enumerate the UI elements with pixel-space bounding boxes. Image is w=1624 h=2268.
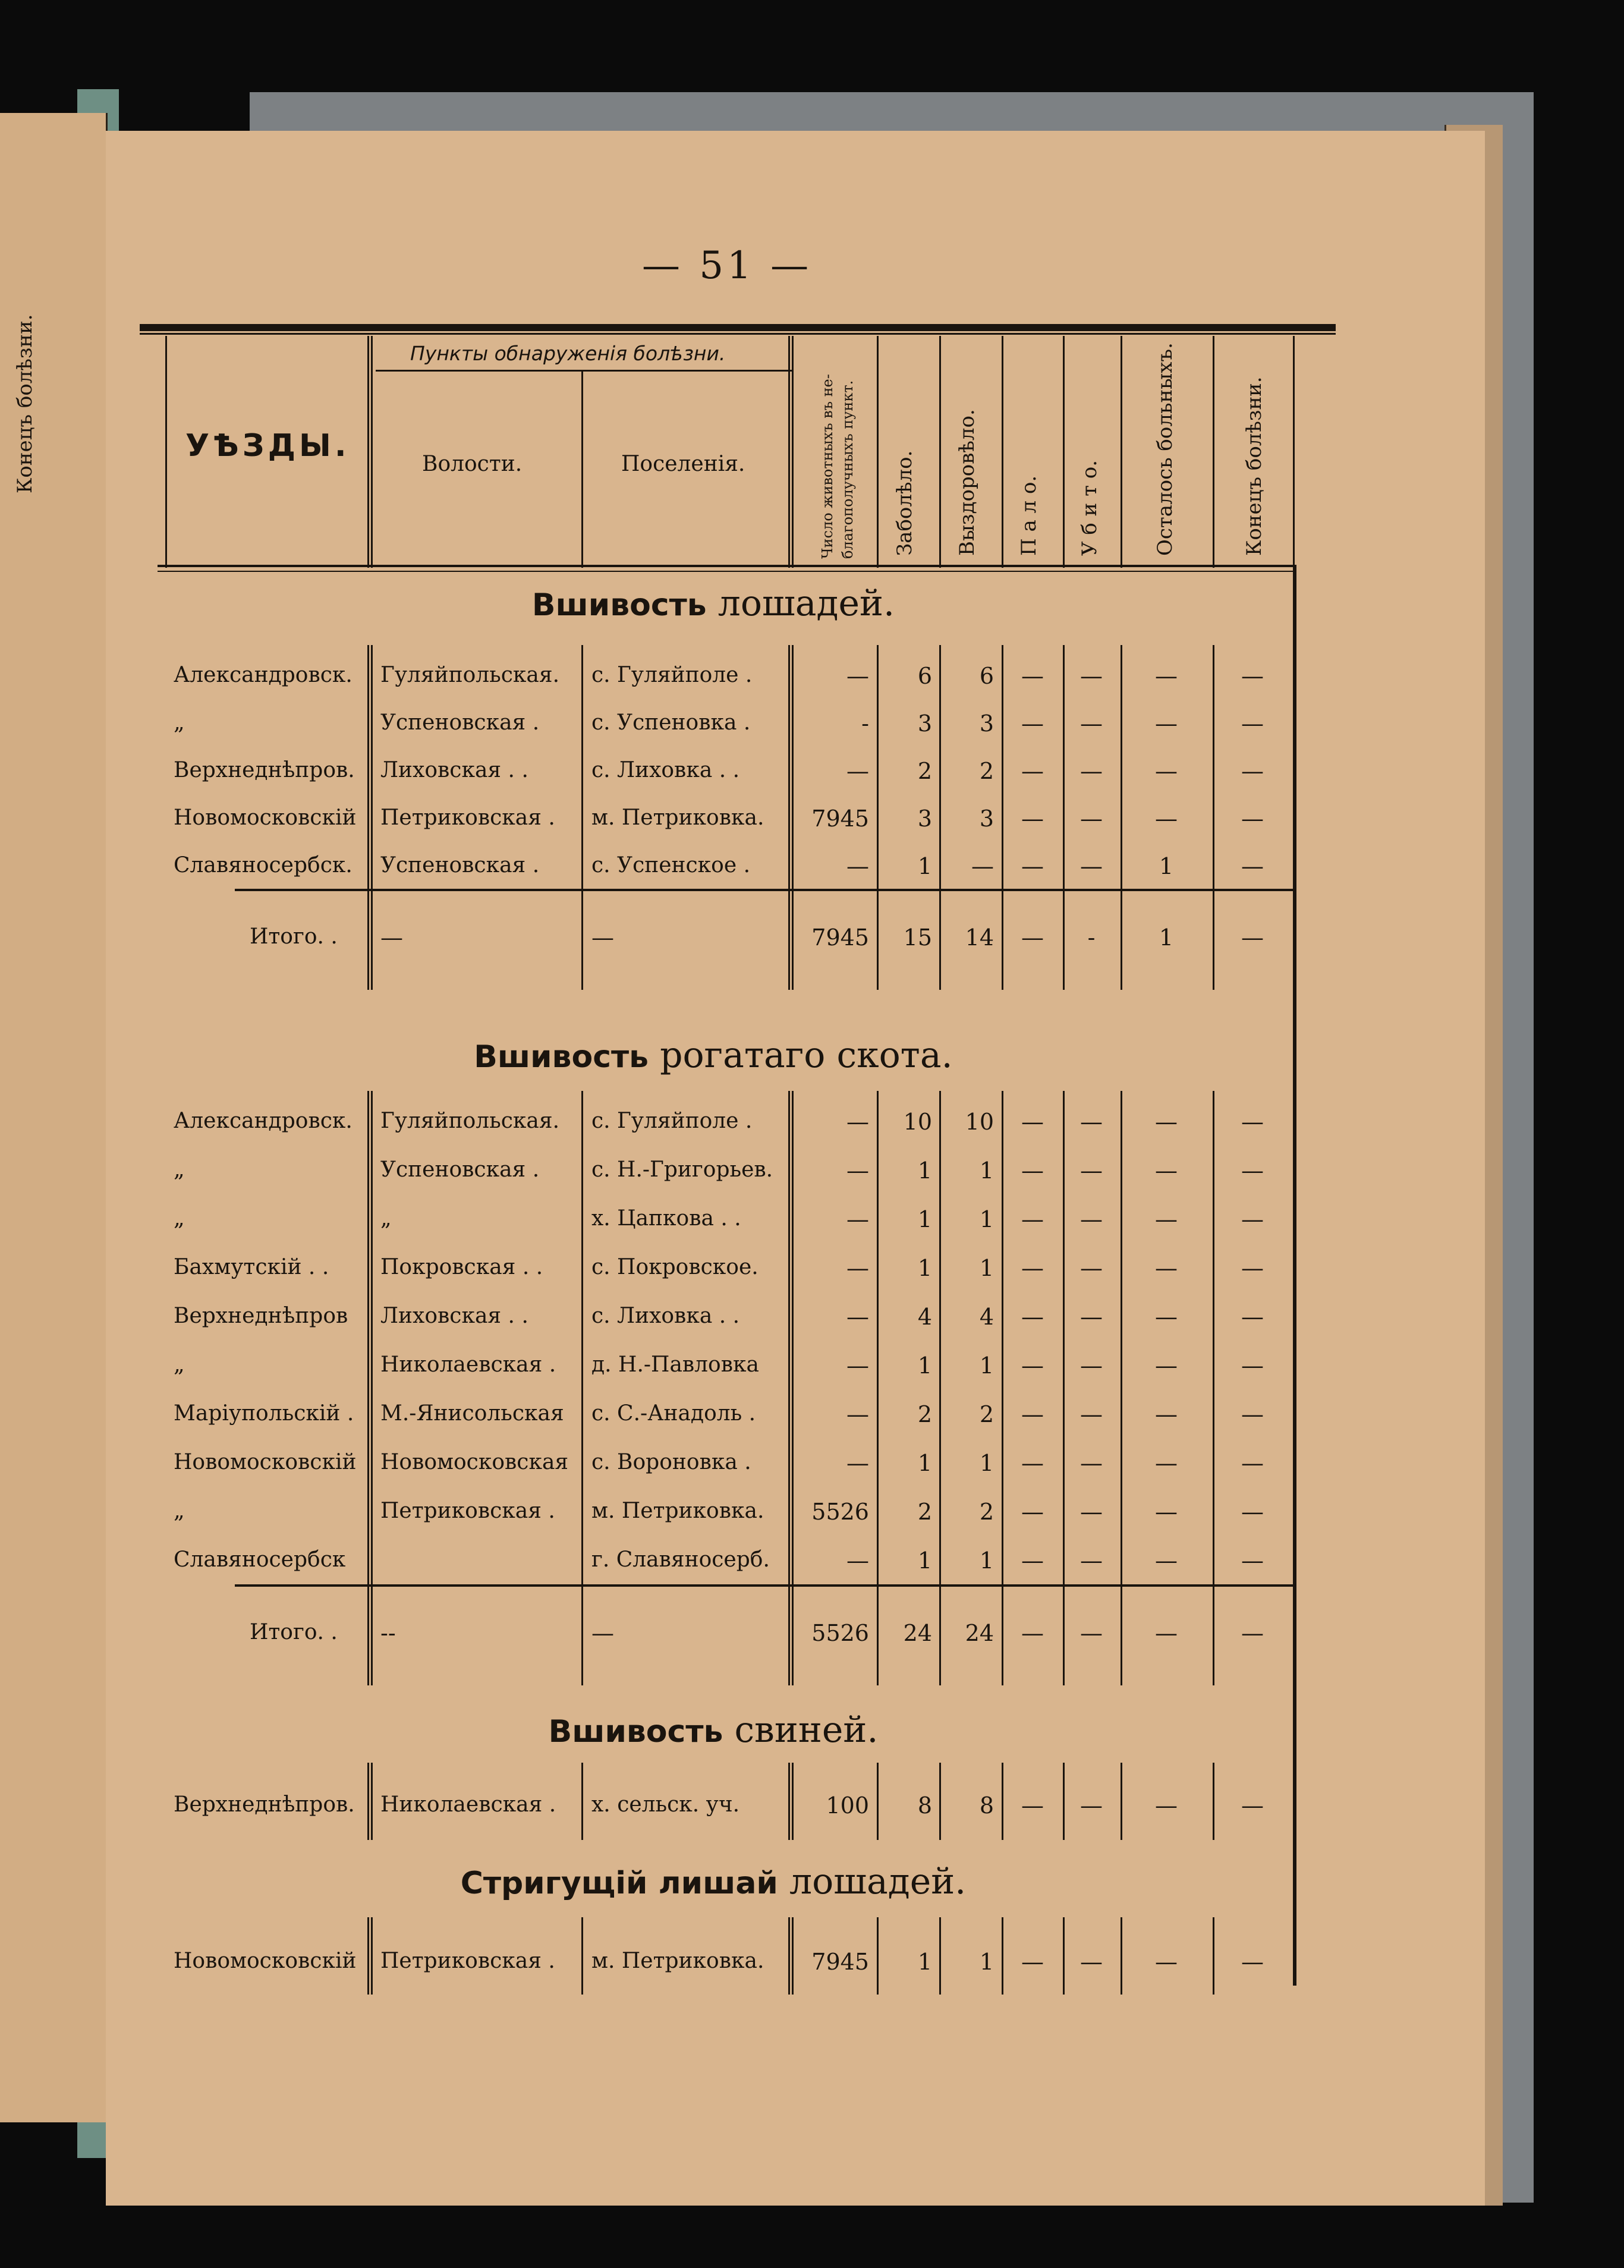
- header-recovered: Выздоровѣло.: [955, 409, 979, 556]
- column-line: [1213, 1917, 1214, 1995]
- row-end: —: [1241, 1499, 1264, 1525]
- column-line: [581, 1763, 583, 1840]
- column-line: [1002, 1091, 1003, 1685]
- row-died: —: [1021, 1352, 1044, 1379]
- row-settlement: х. Цапкова . .: [591, 1206, 741, 1231]
- row-count: 100: [826, 1792, 869, 1819]
- section-title: [119, 1034, 1308, 1076]
- row-settlement: с. С.-Анадоль .: [591, 1401, 756, 1426]
- row-ill: 1: [917, 1450, 932, 1476]
- row-end: —: [1241, 1206, 1264, 1232]
- page-number: — 51 —: [642, 244, 813, 288]
- row-ill: 2: [917, 1401, 932, 1427]
- row-killed: —: [1080, 663, 1103, 689]
- total-ill: 24: [903, 1620, 932, 1646]
- row-volost: М.-Янисольская: [380, 1401, 564, 1426]
- total-killed: -: [1087, 924, 1096, 951]
- row-died: —: [1021, 1206, 1044, 1232]
- top-rule: [140, 324, 1336, 331]
- row-ill: 1: [917, 1352, 932, 1379]
- row-end: —: [1241, 1304, 1264, 1330]
- header-line-7: [1063, 336, 1065, 568]
- row-remaining: —: [1155, 1304, 1178, 1330]
- total-label: Итого. .: [250, 1620, 338, 1644]
- header-line-6: [1002, 336, 1003, 568]
- row-end: —: [1241, 806, 1264, 832]
- row-settlement: с. Вороновка .: [591, 1450, 751, 1474]
- header-remaining: Осталось больныхъ.: [1153, 342, 1177, 556]
- row-end: —: [1241, 1949, 1264, 1975]
- row-remaining: —: [1155, 663, 1178, 689]
- total-volost: —: [380, 924, 403, 951]
- column-line: [367, 1091, 373, 1685]
- header-bottom-rule-thin: [158, 571, 1293, 572]
- row-recovered: 2: [979, 1499, 994, 1525]
- row-district: Верхнеднѣпров.: [174, 758, 355, 782]
- row-end: —: [1241, 663, 1264, 689]
- column-line: [1121, 1917, 1122, 1995]
- row-count: —: [846, 1157, 869, 1184]
- column-line: [581, 1917, 583, 1995]
- row-count: —: [846, 758, 869, 784]
- row-remaining: —: [1155, 1949, 1178, 1975]
- column-line: [877, 645, 879, 990]
- row-settlement: с. Лиховка . .: [591, 1304, 740, 1328]
- header-killed: У б и т о.: [1078, 460, 1101, 556]
- row-killed: —: [1080, 1401, 1103, 1427]
- row-end: —: [1241, 710, 1264, 737]
- row-died: —: [1021, 1304, 1044, 1330]
- row-killed: —: [1080, 1499, 1103, 1525]
- row-district: „: [174, 1206, 185, 1231]
- row-died: —: [1021, 806, 1044, 832]
- header-line-4: [877, 336, 879, 568]
- row-count: —: [846, 1304, 869, 1330]
- row-district: Александровск.: [174, 1109, 353, 1133]
- row-settlement: с. Лиховка . .: [591, 758, 740, 782]
- row-recovered: 1: [979, 1450, 994, 1476]
- row-recovered: —: [971, 853, 994, 879]
- row-count: -: [861, 710, 869, 737]
- row-ill: 2: [917, 1499, 932, 1525]
- row-end: —: [1241, 1352, 1264, 1379]
- row-killed: —: [1080, 1206, 1103, 1232]
- row-volost: Петриковская .: [380, 806, 555, 830]
- row-killed: —: [1080, 1304, 1103, 1330]
- row-died: —: [1021, 1255, 1044, 1281]
- total-count: 7945: [811, 924, 869, 951]
- header-group-underline: [376, 370, 792, 372]
- row-ill: 8: [917, 1792, 932, 1819]
- row-killed: —: [1080, 1352, 1103, 1379]
- row-killed: —: [1080, 1792, 1103, 1819]
- row-remaining: —: [1155, 1352, 1178, 1379]
- row-ill: 1: [917, 1547, 932, 1574]
- row-remaining: —: [1155, 710, 1178, 737]
- row-end: —: [1241, 1109, 1264, 1135]
- column-line: [1002, 645, 1003, 990]
- section-title-bold: Вшивость: [474, 1039, 649, 1075]
- row-count: —: [846, 1206, 869, 1232]
- row-killed: —: [1080, 1547, 1103, 1574]
- section-title-rest: лошадей.: [789, 1861, 967, 1902]
- column-line: [1063, 1091, 1065, 1685]
- column-line: [1002, 1917, 1003, 1995]
- row-district: Славяносербск.: [174, 853, 353, 877]
- row-end: —: [1241, 1401, 1264, 1427]
- row-recovered: 8: [979, 1792, 994, 1819]
- header-line-1: [367, 336, 373, 568]
- column-line: [367, 645, 373, 990]
- row-settlement: г. Славяносерб.: [591, 1547, 770, 1572]
- row-ill: 4: [917, 1304, 932, 1330]
- row-volost: Николаевская .: [380, 1352, 556, 1377]
- row-remaining: —: [1155, 806, 1178, 832]
- row-volost: Лиховская . .: [380, 758, 528, 782]
- header-line-10: [1293, 336, 1295, 568]
- row-volost: Успеновская .: [380, 853, 540, 877]
- row-district: „: [174, 1157, 185, 1182]
- total-died: —: [1021, 924, 1044, 951]
- row-count: —: [846, 1255, 869, 1281]
- header-line-2: [581, 372, 583, 568]
- total-settlement: —: [591, 1620, 614, 1646]
- row-ill: 3: [917, 710, 932, 737]
- row-settlement: м. Петриковка.: [591, 1949, 764, 1973]
- header-line-0: [165, 336, 167, 568]
- row-count: —: [846, 663, 869, 689]
- section-title: [119, 1709, 1308, 1751]
- row-volost: Гуляйпольская.: [380, 1109, 560, 1133]
- row-died: —: [1021, 1450, 1044, 1476]
- row-recovered: 10: [965, 1109, 994, 1135]
- row-remaining: —: [1155, 1401, 1178, 1427]
- row-district: „: [174, 1499, 185, 1523]
- row-settlement: с. Н.-Григорьев.: [591, 1157, 773, 1182]
- row-recovered: 1: [979, 1949, 994, 1975]
- total-killed: —: [1080, 1620, 1103, 1646]
- row-remaining: —: [1155, 1792, 1178, 1819]
- column-line: [1063, 1763, 1065, 1840]
- row-volost: Николаевская .: [380, 1792, 556, 1817]
- row-count: 5526: [811, 1499, 869, 1525]
- row-district: Александровск.: [174, 663, 353, 687]
- row-volost: Успеновская .: [380, 1157, 540, 1182]
- total-ill: 15: [903, 924, 932, 951]
- row-settlement: д. Н.-Павловка: [591, 1352, 759, 1377]
- row-died: —: [1021, 1499, 1044, 1525]
- row-district: Верхнеднѣпров.: [174, 1792, 355, 1817]
- left-page: [0, 113, 108, 2122]
- row-count: —: [846, 1547, 869, 1574]
- row-killed: —: [1080, 853, 1103, 879]
- row-died: —: [1021, 758, 1044, 784]
- row-settlement: с. Гуляйполе .: [591, 663, 753, 687]
- row-district: Верхнеднѣпров: [174, 1304, 348, 1328]
- section-title-rest: свиней.: [734, 1709, 879, 1751]
- row-killed: —: [1080, 1450, 1103, 1476]
- row-died: —: [1021, 710, 1044, 737]
- row-recovered: 1: [979, 1352, 994, 1379]
- row-district: Новомосковскій: [174, 1949, 357, 1973]
- row-volost: „: [380, 1206, 392, 1231]
- row-remaining: —: [1155, 1450, 1178, 1476]
- total-count: 5526: [811, 1620, 869, 1646]
- section-title-bold: Вшивость: [548, 1714, 723, 1750]
- total-rule: [235, 889, 1293, 891]
- row-recovered: 3: [979, 806, 994, 832]
- header-line-3: [788, 336, 794, 568]
- column-line: [939, 1917, 941, 1995]
- column-line: [877, 1917, 879, 1995]
- section-title-rest: лошадей.: [717, 583, 895, 624]
- column-line: [788, 1917, 794, 1995]
- header-points-group: Пункты обнаруженія болѣзни.: [410, 342, 726, 365]
- row-died: —: [1021, 1157, 1044, 1184]
- total-rule: [235, 1584, 1293, 1587]
- column-line: [581, 1091, 583, 1685]
- row-settlement: с. Успенское .: [591, 853, 751, 877]
- column-line: [788, 1091, 794, 1685]
- row-died: —: [1021, 1401, 1044, 1427]
- section-title-bold: Стригущій лишай: [460, 1866, 778, 1901]
- row-ill: 10: [903, 1109, 932, 1135]
- row-killed: —: [1080, 806, 1103, 832]
- row-remaining: —: [1155, 1109, 1178, 1135]
- section-title: [119, 1861, 1308, 1902]
- row-ill: 1: [917, 1157, 932, 1184]
- row-end: —: [1241, 758, 1264, 784]
- row-remaining: —: [1155, 1255, 1178, 1281]
- row-remaining: —: [1155, 1206, 1178, 1232]
- row-recovered: 6: [979, 663, 994, 689]
- left-page-header: Конецъ болѣзни.: [13, 314, 37, 493]
- row-remaining: —: [1155, 758, 1178, 784]
- column-line: [1002, 1763, 1003, 1840]
- row-recovered: 2: [979, 758, 994, 784]
- header-line-8: [1121, 336, 1122, 568]
- column-line: [1213, 1091, 1214, 1685]
- row-settlement: х. сельск. уч.: [591, 1792, 740, 1817]
- row-died: —: [1021, 1792, 1044, 1819]
- header-fell-ill: Заболѣло.: [893, 450, 917, 556]
- row-ill: 1: [917, 853, 932, 879]
- row-end: —: [1241, 853, 1264, 879]
- header-line-9: [1213, 336, 1214, 568]
- row-district: Славяносербск: [174, 1547, 346, 1572]
- header-volost: Волости.: [422, 452, 523, 476]
- row-remaining: —: [1155, 1547, 1178, 1574]
- row-settlement: м. Петриковка.: [591, 806, 764, 830]
- column-line: [939, 1091, 941, 1685]
- column-line: [581, 645, 583, 990]
- row-volost: Петриковская .: [380, 1949, 555, 1973]
- row-killed: —: [1080, 710, 1103, 737]
- table-right-border: [1293, 565, 1296, 1986]
- column-line: [1213, 1763, 1214, 1840]
- row-recovered: 1: [979, 1206, 994, 1232]
- row-died: —: [1021, 853, 1044, 879]
- header-end: Конецъ болѣзни.: [1242, 376, 1266, 556]
- total-recovered: 14: [965, 924, 994, 951]
- row-ill: 3: [917, 806, 932, 832]
- total-settlement: —: [591, 924, 614, 951]
- row-ill: 6: [917, 663, 932, 689]
- column-line: [877, 1091, 879, 1685]
- row-district: Бахмутскій . .: [174, 1255, 329, 1279]
- row-remaining: —: [1155, 1499, 1178, 1525]
- row-district: „: [174, 710, 185, 735]
- row-end: —: [1241, 1547, 1264, 1574]
- column-line: [788, 645, 794, 990]
- row-district: Маріупольскій .: [174, 1401, 354, 1426]
- row-count: —: [846, 1450, 869, 1476]
- column-line: [367, 1917, 373, 1995]
- row-recovered: 1: [979, 1547, 994, 1574]
- total-end: —: [1241, 924, 1264, 951]
- row-volost: Новомосковская: [380, 1450, 569, 1474]
- top-rule-thin: [140, 333, 1336, 335]
- row-died: —: [1021, 1949, 1044, 1975]
- row-settlement: с. Гуляйполе .: [591, 1109, 753, 1133]
- row-volost: Покровская . .: [380, 1255, 543, 1279]
- row-remaining: —: [1155, 1157, 1178, 1184]
- column-line: [1121, 1091, 1122, 1685]
- row-recovered: 1: [979, 1255, 994, 1281]
- row-count: —: [846, 853, 869, 879]
- total-end: —: [1241, 1620, 1264, 1646]
- row-killed: —: [1080, 1255, 1103, 1281]
- total-remaining: 1: [1159, 924, 1174, 951]
- column-line: [939, 645, 941, 990]
- row-recovered: 1: [979, 1157, 994, 1184]
- column-line: [367, 1763, 373, 1840]
- row-died: —: [1021, 1109, 1044, 1135]
- row-killed: —: [1080, 1109, 1103, 1135]
- total-died: —: [1021, 1620, 1044, 1646]
- total-label: Итого. .: [250, 924, 338, 949]
- section-title: [119, 583, 1308, 624]
- row-district: Новомосковскій: [174, 806, 357, 830]
- row-end: —: [1241, 1157, 1264, 1184]
- header-settlement: Поселенія.: [621, 452, 745, 476]
- row-volost: Петриковская .: [380, 1499, 555, 1523]
- row-ill: 2: [917, 758, 932, 784]
- row-end: —: [1241, 1255, 1264, 1281]
- row-killed: —: [1080, 1157, 1103, 1184]
- row-killed: —: [1080, 1949, 1103, 1975]
- row-volost: Успеновская .: [380, 710, 540, 735]
- total-recovered: 24: [965, 1620, 994, 1646]
- row-recovered: 3: [979, 710, 994, 737]
- row-count: —: [846, 1109, 869, 1135]
- section-title-bold: Вшивость: [531, 587, 707, 623]
- row-volost: Лиховская . .: [380, 1304, 528, 1328]
- column-line: [1121, 645, 1122, 990]
- row-count: 7945: [811, 806, 869, 832]
- column-line: [788, 1763, 794, 1840]
- header-animals-count: Число животныхъ въ не- благополучныхъ пункт.: [819, 374, 856, 559]
- header-district: УѢЗДЫ.: [185, 428, 350, 464]
- row-district: „: [174, 1352, 185, 1377]
- column-line: [1063, 1917, 1065, 1995]
- row-settlement: с. Успеновка .: [591, 710, 751, 735]
- column-line: [1213, 645, 1214, 990]
- column-line: [1121, 1763, 1122, 1840]
- row-recovered: 4: [979, 1304, 994, 1330]
- row-remaining: 1: [1159, 853, 1174, 879]
- total-volost: --: [380, 1620, 396, 1646]
- column-line: [939, 1763, 941, 1840]
- row-ill: 1: [917, 1949, 932, 1975]
- row-district: Новомосковскій: [174, 1450, 357, 1474]
- row-died: —: [1021, 663, 1044, 689]
- row-died: —: [1021, 1547, 1044, 1574]
- row-volost: Гуляйпольская.: [380, 663, 560, 687]
- row-count: —: [846, 1401, 869, 1427]
- row-killed: —: [1080, 758, 1103, 784]
- total-remaining: —: [1155, 1620, 1178, 1646]
- column-line: [1063, 645, 1065, 990]
- row-settlement: с. Покровское.: [591, 1255, 759, 1279]
- row-ill: 1: [917, 1255, 932, 1281]
- row-count: —: [846, 1352, 869, 1379]
- row-settlement: м. Петриковка.: [591, 1499, 764, 1523]
- row-end: —: [1241, 1792, 1264, 1819]
- row-end: —: [1241, 1450, 1264, 1476]
- header-died: П а л о.: [1017, 475, 1041, 556]
- header-line-5: [939, 336, 941, 568]
- section-title-rest: рогатаго скота.: [660, 1034, 953, 1076]
- row-ill: 1: [917, 1206, 932, 1232]
- row-count: 7945: [811, 1949, 869, 1975]
- header-bottom-rule: [158, 565, 1293, 567]
- row-recovered: 2: [979, 1401, 994, 1427]
- column-line: [877, 1763, 879, 1840]
